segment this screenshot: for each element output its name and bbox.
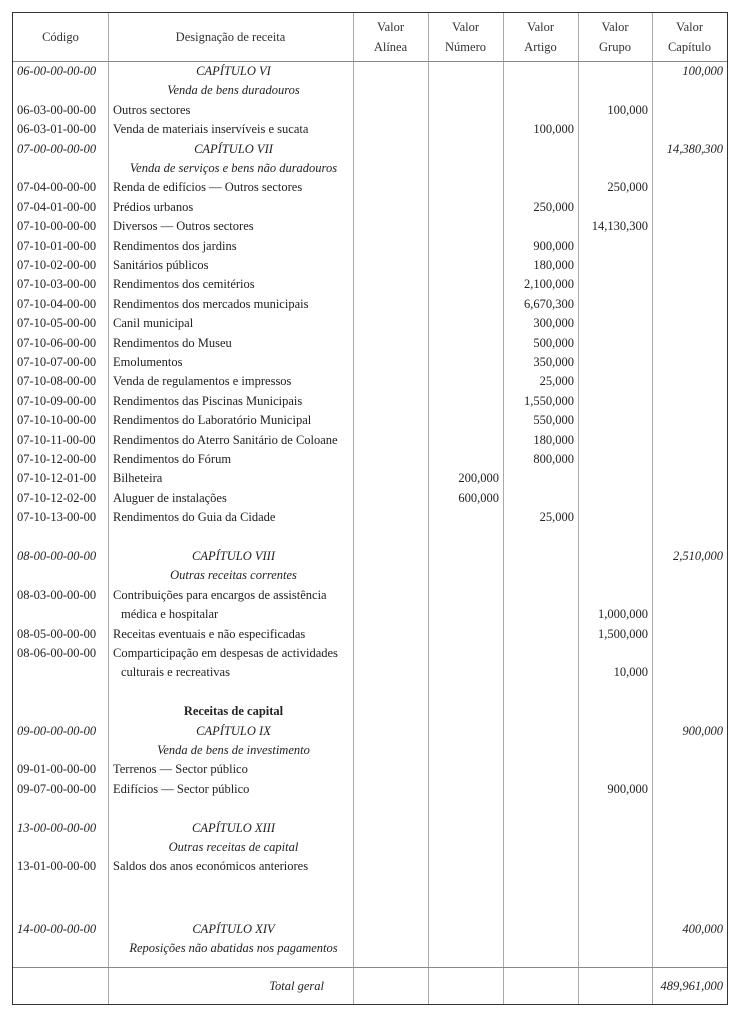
table-row: [13, 469, 727, 488]
chapter-row: [13, 62, 727, 81]
header-valor-grupo: [578, 13, 652, 61]
row-description: Saldos dos anos económicos anteriores: [113, 859, 309, 874]
section-heading-row: [13, 702, 727, 721]
table-row: [13, 857, 727, 876]
value-grupo: 14,130,300: [591, 219, 648, 234]
table-row: [13, 411, 727, 430]
blank-row: [13, 896, 727, 915]
header-valor-capitulo: [652, 13, 727, 61]
table-row: [13, 450, 727, 469]
table-row: [13, 625, 727, 644]
row-description: Rendimentos do Laboratório Municipal: [113, 413, 312, 428]
table-row: [13, 178, 727, 197]
value-artigo: 180,000: [533, 432, 574, 447]
row-description: Prédios urbanos: [113, 199, 194, 214]
chapter-subtitle-row: [13, 838, 727, 857]
table-row: [13, 198, 727, 217]
value-artigo: 25,000: [539, 510, 574, 525]
row-code: 06-00-00-00-00: [17, 64, 97, 78]
chapter-row: [13, 722, 727, 741]
value-artigo: 180,000: [533, 258, 574, 272]
row-description: Reposições não abatidas nos pagamentos: [129, 941, 338, 955]
value-artigo: 300,000: [533, 316, 574, 331]
row-description: Terrenos — Sector público: [113, 762, 248, 777]
value-artigo: 6,670,300: [524, 296, 574, 311]
row-code: 06-03-00-00-00: [17, 102, 97, 117]
table-row: [13, 275, 727, 294]
row-code: 07-10-03-00-00: [17, 277, 97, 292]
table-row: [13, 334, 727, 353]
chapter-row: [13, 819, 727, 838]
table-row: [13, 431, 727, 450]
header-codigo: Código: [42, 30, 79, 44]
value-capitulo: 14,380,300: [666, 141, 723, 156]
table-row: [13, 295, 727, 314]
row-code: 07-00-00-00-00: [17, 141, 97, 156]
table-row: [13, 780, 727, 799]
table-row: [13, 605, 727, 624]
row-code: 07-10-10-00-00: [17, 413, 97, 428]
row-code: 07-10-02-00-00: [17, 258, 97, 272]
table-row: [13, 353, 727, 372]
table-row: [13, 101, 727, 120]
value-artigo: 250,000: [533, 199, 574, 214]
blank-row: [13, 683, 727, 702]
row-description: Diversos — Outros sectores: [113, 219, 254, 234]
revenue-table: [12, 12, 728, 1005]
value-artigo: 500,000: [533, 335, 574, 350]
chapter-row: [13, 920, 727, 939]
value-capitulo: 100,000: [682, 64, 723, 78]
table-row: [13, 217, 727, 236]
row-code: 07-04-00-00-00: [17, 180, 97, 195]
row-description: Rendimentos do Fórum: [113, 452, 232, 466]
row-description: CAPÍTULO IX: [196, 723, 271, 738]
header-line: Número: [445, 40, 486, 54]
total-value: 489,961,000: [660, 979, 723, 993]
value-grupo: 1,500,000: [598, 626, 648, 641]
row-code: 08-06-00-00-00: [17, 646, 97, 660]
header-line: Artigo: [524, 40, 557, 54]
value-artigo: 1,550,000: [524, 393, 574, 408]
row-code: 07-10-11-00-00: [17, 432, 96, 447]
header-valor-numero: [428, 13, 503, 61]
value-capitulo: 900,000: [682, 723, 723, 738]
value-artigo: 350,000: [533, 355, 574, 369]
row-code: 07-10-12-01-00: [17, 471, 97, 486]
row-description: CAPÍTULO VII: [194, 141, 273, 156]
value-numero: 600,000: [458, 490, 499, 505]
chapter-row: [13, 547, 727, 566]
row-code: 07-10-08-00-00: [17, 374, 97, 389]
row-code: 09-01-00-00-00: [17, 762, 97, 777]
header-line: Valor: [451, 20, 480, 34]
row-description: culturais e recreativas: [121, 665, 230, 680]
row-code: 13-00-00-00-00: [17, 820, 97, 835]
table-row: [13, 586, 727, 605]
row-description: Rendimentos das Piscinas Municipais: [113, 393, 303, 408]
chapter-subtitle-row: [13, 939, 727, 958]
row-description: Outras receitas de capital: [168, 840, 299, 854]
table-row: [13, 314, 727, 333]
row-description: Rendimentos do Museu: [113, 335, 232, 350]
value-artigo: 100,000: [533, 122, 574, 137]
header-line: Valor: [675, 20, 704, 34]
row-description: Renda de edifícios — Outros sectores: [113, 180, 303, 195]
header-designacao: Designação de receita: [175, 30, 286, 44]
total-label: Total geral: [269, 979, 324, 993]
row-description: Emolumentos: [113, 355, 183, 369]
row-description: Rendimentos dos jardins: [113, 238, 237, 253]
table-row: [13, 489, 727, 508]
table-row: [13, 256, 727, 275]
table-row: [13, 663, 727, 682]
value-grupo: 10,000: [613, 665, 648, 680]
header-valor-alinea: [353, 13, 428, 61]
row-code: 08-03-00-00-00: [17, 587, 97, 602]
row-code: 08-05-00-00-00: [17, 626, 97, 641]
row-description: CAPÍTULO XIII: [192, 820, 275, 835]
blank-row: [13, 528, 727, 547]
row-description: Venda de regulamentos e impressos: [113, 374, 292, 389]
row-code: 07-10-06-00-00: [17, 335, 97, 350]
row-code: 09-07-00-00-00: [17, 781, 97, 796]
row-code: 07-10-05-00-00: [17, 316, 97, 331]
value-grupo: 900,000: [607, 781, 648, 796]
header-line: Alínea: [373, 40, 408, 54]
header-line: Grupo: [599, 40, 631, 54]
row-code: 06-03-01-00-00: [17, 122, 97, 137]
value-artigo: 900,000: [533, 238, 574, 253]
row-description: Outros sectores: [113, 102, 191, 117]
row-code: 07-10-09-00-00: [17, 393, 97, 408]
table-row: [13, 644, 727, 663]
header-line: Capítulo: [667, 40, 712, 54]
row-description: Sanitários públicos: [113, 258, 209, 272]
row-description: Rendimentos do Aterro Sanitário de Coloane: [113, 432, 338, 447]
value-artigo: 550,000: [533, 413, 574, 428]
row-code: 07-10-00-00-00: [17, 219, 97, 234]
row-code: 13-01-00-00-00: [17, 859, 97, 874]
row-description: Comparticipação em despesas de actividades: [113, 646, 338, 660]
header-line: Valor: [526, 20, 555, 34]
value-capitulo: 2,510,000: [673, 549, 723, 563]
row-description: CAPÍTULO VIII: [192, 549, 275, 563]
row-code: 07-10-12-02-00: [17, 490, 97, 505]
blank-row: [13, 877, 727, 896]
value-artigo: 800,000: [533, 452, 574, 466]
value-artigo: 25,000: [539, 374, 574, 389]
row-code: 07-04-01-00-00: [17, 199, 97, 214]
chapter-subtitle-row: [13, 741, 727, 760]
row-code: 07-10-04-00-00: [17, 296, 97, 311]
table-row: [13, 392, 727, 411]
row-description: Venda de serviços e bens não duradouros: [129, 161, 338, 175]
header-valor-artigo: [503, 13, 578, 61]
value-artigo: 2,100,000: [524, 277, 574, 292]
row-description: Edifícios — Sector público: [113, 781, 250, 796]
chapter-subtitle-row: [13, 566, 727, 585]
row-description: Rendimentos do Guia da Cidade: [113, 510, 276, 525]
header-line: Valor: [601, 20, 629, 34]
row-description: Receitas de capital: [183, 704, 284, 719]
row-description: Contribuições para encargos de assistência: [113, 587, 327, 602]
table-row: [13, 760, 727, 779]
row-description: CAPÍTULO XIV: [192, 921, 275, 936]
table-row: [13, 508, 727, 527]
row-code: 07-10-07-00-00: [17, 355, 97, 369]
row-description: Rendimentos dos mercados municipais: [113, 296, 309, 311]
table-row: [13, 120, 727, 139]
row-code: 14-00-00-00-00: [17, 921, 97, 936]
row-description: Venda de materiais inservíveis e sucata: [113, 122, 309, 137]
row-description: Receitas eventuais e não especificadas: [113, 626, 306, 641]
value-numero: 200,000: [458, 471, 499, 486]
header-line: Valor: [376, 20, 405, 34]
row-description: médica e hospitalar: [121, 607, 219, 622]
value-grupo: 100,000: [607, 102, 648, 117]
row-description: Canil municipal: [113, 316, 194, 331]
row-description: Outras receitas correntes: [170, 568, 297, 583]
table-row: [13, 372, 727, 391]
row-code: 07-10-12-00-00: [17, 452, 97, 466]
chapter-subtitle-row: [13, 159, 727, 178]
row-description: Bilheteira: [113, 471, 163, 486]
blank-row: [13, 799, 727, 818]
value-grupo: 1,000,000: [598, 607, 648, 622]
row-description: Venda de bens duradouros: [167, 83, 300, 98]
table-row: [13, 237, 727, 256]
row-description: Aluguer de instalações: [113, 490, 227, 505]
row-code: 07-10-01-00-00: [17, 238, 97, 253]
row-description: Rendimentos dos cemitérios: [113, 277, 255, 292]
total-row: [13, 967, 727, 1006]
row-description: Venda de bens de investimento: [157, 743, 310, 757]
row-code: 08-00-00-00-00: [17, 549, 97, 563]
row-code: 09-00-00-00-00: [17, 723, 97, 738]
chapter-subtitle-row: [13, 81, 727, 100]
value-grupo: 250,000: [607, 180, 648, 195]
row-description: CAPÍTULO VI: [196, 64, 271, 78]
chapter-row: [13, 140, 727, 159]
row-code: 07-10-13-00-00: [17, 510, 97, 525]
value-capitulo: 400,000: [682, 921, 723, 936]
